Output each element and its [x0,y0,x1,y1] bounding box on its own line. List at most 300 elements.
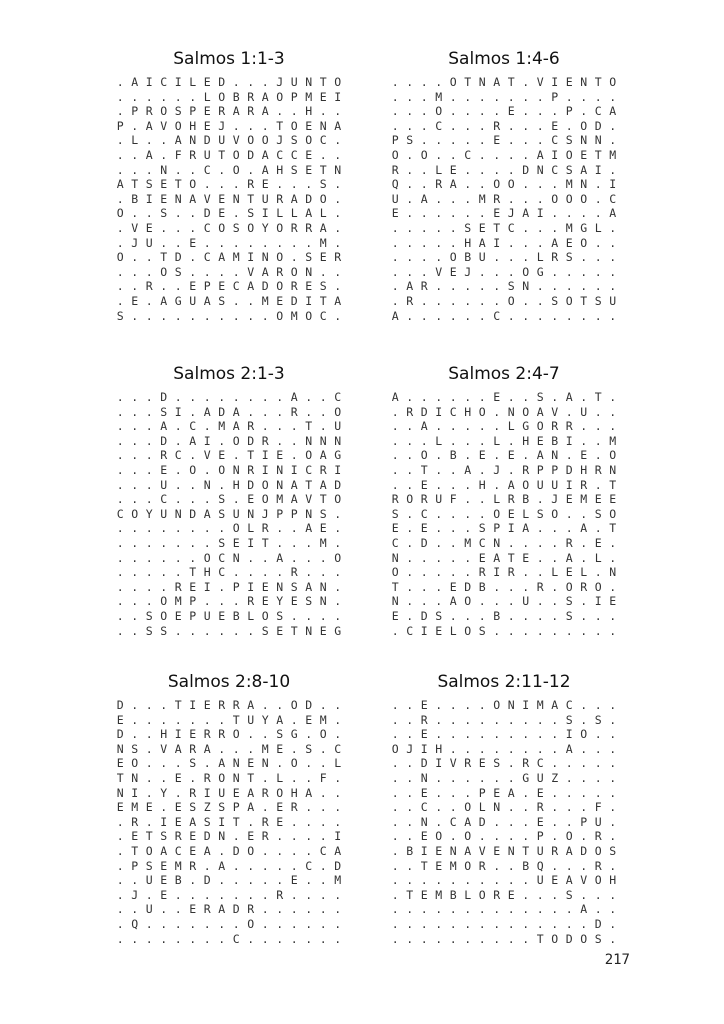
grid-cell: N [319,118,327,133]
grid-cell: V [580,873,588,888]
grid-cell: . [565,448,573,463]
grid-cell: I [493,565,501,580]
grid-cell: U [189,293,197,308]
grid-cell: . [580,741,588,756]
grid-cell: . [478,727,486,742]
grid-cell: S [218,492,226,507]
grid-cell: J [131,887,139,902]
grid-cell: N [305,75,313,89]
grid-cell: . [522,220,530,235]
grid-cell: . [406,177,414,192]
grid-cell: C [203,220,211,235]
grid-cell: F [319,770,327,785]
grid-cell: R [507,492,515,507]
grid-cell: . [449,550,457,565]
grid-cell: . [232,873,240,888]
grid-cell: . [116,89,124,104]
grid-cell: A [203,506,211,521]
grid-cell: . [391,404,399,419]
grid-cell: E [319,250,327,265]
grid-cell: S [145,623,153,638]
grid-cell: . [131,433,139,448]
grid-cell: . [507,390,515,404]
grid-cell: . [145,565,153,580]
grid-cell: . [261,902,269,917]
grid-cell: A [536,147,544,162]
grid-cell: E [160,858,168,873]
grid-cell: . [522,118,530,133]
grid-row [388,713,620,728]
grid-cell: E [174,770,182,785]
grid-cell: A [247,785,255,800]
grid-cell: R [420,712,428,727]
grid-cell: . [305,873,313,888]
grid-row [388,90,620,105]
grid-cell: U [536,873,544,888]
grid-cell: . [507,608,515,623]
grid-cell: . [478,873,486,888]
grid-cell: . [435,550,443,565]
grid-cell: U [334,419,342,434]
grid-cell: L [594,220,602,235]
grid-cell: . [276,235,284,250]
grid-cell: C [435,118,443,133]
grid-cell: S [594,506,602,521]
grid-cell: . [290,858,298,873]
grid-cell: S [536,390,544,404]
grid-cell: O [391,565,399,580]
grid-cell: A [478,235,486,250]
grid-cell: I [565,727,573,742]
grid-row [388,609,620,624]
grid-row [388,829,620,844]
grid-cell: E [189,279,197,294]
grid-cell: V [203,191,211,206]
grid-cell: V [160,118,168,133]
grid-row [113,756,345,771]
grid-cell: . [507,770,515,785]
grid-cell: . [174,162,182,177]
grid-cell: P [189,104,197,119]
grid-cell: . [420,177,428,192]
grid-cell: E [131,293,139,308]
grid-cell: . [116,931,124,946]
grid-cell: M [232,250,240,265]
grid-row [113,521,345,536]
grid-cell: I [609,177,617,192]
grid-cell: . [406,608,414,623]
grid-cell: . [594,521,602,536]
grid-cell: . [449,89,457,104]
grid-cell: H [305,104,313,119]
grid-cell: . [391,843,399,858]
grid-cell: C [232,931,240,946]
grid-cell: L [493,492,501,507]
grid-cell: . [507,873,515,888]
grid-cell: . [391,873,399,888]
grid-cell: Z [551,770,559,785]
grid-cell: U [594,814,602,829]
grid-cell: . [435,565,443,580]
grid-row [388,390,620,405]
grid-cell: . [391,829,399,844]
grid-cell: . [536,902,544,917]
grid-cell: . [594,250,602,265]
grid-cell: R [305,220,313,235]
grid-cell: . [232,565,240,580]
grid-cell: . [174,902,182,917]
grid-cell: . [420,308,428,323]
grid-cell: I [131,785,139,800]
grid-cell: . [449,462,457,477]
grid-cell: . [145,89,153,104]
grid-row [113,104,345,119]
grid-cell: . [261,308,269,323]
grid-cell: . [406,565,414,580]
grid-cell: . [232,75,240,89]
grid-cell: C [232,279,240,294]
grid-cell: E [551,873,559,888]
grid-cell: I [160,814,168,829]
grid-cell: D [247,147,255,162]
grid-cell: I [174,75,182,89]
grid-cell: . [536,191,544,206]
grid-cell: . [261,390,269,404]
grid-cell: . [160,902,168,917]
grid-cell: . [189,162,197,177]
grid-cell: . [334,177,342,192]
grid-cell: C [218,550,226,565]
grid-cell: . [319,550,327,565]
grid-cell: . [276,858,284,873]
grid-cell: D [218,75,226,89]
grid-cell: . [116,264,124,279]
grid-cell: T [116,770,124,785]
grid-cell: . [145,206,153,221]
grid-cell: . [464,727,472,742]
grid-cell: . [565,756,573,771]
grid-cell: B [406,843,414,858]
grid-cell: . [261,873,269,888]
grid-cell: C [478,535,486,550]
grid-cell: . [464,506,472,521]
grid-cell: D [160,433,168,448]
grid-cell: N [580,177,588,192]
grid-cell: L [189,75,197,89]
grid-cell: L [449,623,457,638]
grid-cell: . [565,308,573,323]
grid-cell: . [551,829,559,844]
grid-cell: . [391,800,399,815]
grid-cell: O [290,756,298,771]
grid-cell: T [319,492,327,507]
grid-cell: . [116,220,124,235]
grid-cell: A [464,814,472,829]
grid-cell: U [522,594,530,609]
grid-cell: . [449,902,457,917]
grid-cell: L [276,770,284,785]
grid-cell: . [493,293,501,308]
grid-cell: . [247,931,255,946]
grid-cell: . [160,565,168,580]
grid-cell: . [131,608,139,623]
grid-cell: A [580,902,588,917]
grid-cell: . [536,608,544,623]
grid-cell: . [536,133,544,148]
grid-cell: A [261,264,269,279]
grid-cell: . [551,756,559,771]
grid-cell: . [406,550,414,565]
grid-row [388,265,620,280]
grid-cell: . [464,712,472,727]
grid-cell: S [319,506,327,521]
grid-cell: . [189,623,197,638]
grid-cell: A [261,147,269,162]
grid-cell: . [131,147,139,162]
grid-cell: . [420,931,428,946]
grid-cell: . [218,712,226,727]
grid-cell: R [391,492,399,507]
grid-cell: A [420,191,428,206]
grid-cell: . [391,448,399,463]
grid-cell: P [493,521,501,536]
grid-cell: . [116,147,124,162]
grid-cell: . [116,448,124,463]
grid-cell: O [290,264,298,279]
grid-cell: . [189,550,197,565]
grid-cell: . [609,902,617,917]
grid-row [388,192,620,207]
grid-cell: O [580,727,588,742]
grid-cell: . [290,902,298,917]
grid-cell: P [565,104,573,119]
grid-cell: . [290,419,298,434]
grid-cell: . [305,390,313,404]
grid-cell: . [391,433,399,448]
grid-cell: . [406,147,414,162]
grid-cell: . [406,800,414,815]
grid-cell: . [435,147,443,162]
grid-cell: L [580,565,588,580]
grid-cell: R [218,698,226,712]
grid-row [388,727,620,742]
grid-row [388,448,620,463]
grid-cell: . [232,887,240,902]
grid-cell: R [536,800,544,815]
grid-cell: . [334,191,342,206]
grid-cell: E [478,448,486,463]
grid-cell: . [594,433,602,448]
grid-cell: . [160,279,168,294]
grid-cell: O [507,293,515,308]
grid-cell: O [464,623,472,638]
grid-cell: . [449,133,457,148]
grid-cell: . [478,698,486,712]
grid-cell: . [551,390,559,404]
grid-cell: . [406,162,414,177]
grid-cell: . [116,814,124,829]
grid-cell: . [507,800,515,815]
grid-cell: . [464,390,472,404]
grid-cell: L [131,133,139,148]
grid-cell: O [420,147,428,162]
grid-cell: . [391,858,399,873]
grid-cell: . [174,390,182,404]
grid-cell: . [609,279,617,294]
grid-cell: . [218,390,226,404]
grid-row [113,119,345,134]
grid-cell: R [551,419,559,434]
grid-cell: . [276,931,284,946]
grid-cell: T [174,698,182,712]
grid-cell: . [522,712,530,727]
grid-cell: R [247,462,255,477]
grid-cell: . [174,887,182,902]
grid-cell: . [145,308,153,323]
grid-cell: . [565,858,573,873]
grid-cell: M [305,89,313,104]
grid-cell: . [551,623,559,638]
grid-cell: . [493,404,501,419]
grid-cell: U [478,250,486,265]
grid-cell: . [247,404,255,419]
grid-cell: J [276,133,284,148]
grid-cell: . [493,931,501,946]
grid-cell: . [131,727,139,742]
grid-cell: . [247,873,255,888]
grid-row [113,448,345,463]
grid-cell: . [174,623,182,638]
grid-cell: . [565,506,573,521]
grid-cell: . [218,916,226,931]
grid-cell: . [116,404,124,419]
grid-cell: . [334,104,342,119]
grid-cell: . [218,308,226,323]
grid-cell: . [261,887,269,902]
grid-cell: P [551,89,559,104]
grid-cell: U [247,712,255,727]
grid-cell: . [551,177,559,192]
grid-cell: O [218,462,226,477]
grid-cell: M [174,858,182,873]
grid-cell: . [145,404,153,419]
grid-cell: . [609,550,617,565]
grid-cell: A [232,419,240,434]
grid-cell: A [551,698,559,712]
grid-cell: . [319,147,327,162]
grid-cell: A [449,594,457,609]
grid-cell: R [247,902,255,917]
grid-cell: . [290,931,298,946]
grid-cell: E [116,712,124,727]
grid-cell: M [319,712,327,727]
grid-cell: . [522,177,530,192]
grid-cell: . [131,250,139,265]
grid-cell: O [551,931,559,946]
grid-cell: . [580,785,588,800]
grid-cell: . [305,535,313,550]
grid-cell: . [522,931,530,946]
grid-cell: L [493,433,501,448]
grid-cell: O [565,293,573,308]
grid-cell: . [507,579,515,594]
grid-cell: S [594,931,602,946]
grid-row [388,294,620,309]
grid-cell: S [565,250,573,265]
grid-cell: I [522,698,530,712]
grid-row [113,405,345,420]
grid-cell: . [551,579,559,594]
grid-cell: . [305,756,313,771]
grid-cell: V [536,75,544,89]
grid-cell: . [319,608,327,623]
grid-cell: . [551,800,559,815]
grid-cell: . [131,565,139,580]
grid-cell: . [276,843,284,858]
grid-cell: T [609,521,617,536]
grid-cell: R [334,250,342,265]
grid-cell: . [580,770,588,785]
grid-cell: S [218,535,226,550]
grid-cell: E [261,579,269,594]
grid-cell: . [174,477,182,492]
grid-cell: . [189,521,197,536]
grid-cell: . [145,419,153,434]
grid-cell: U [536,477,544,492]
grid-cell: . [493,89,501,104]
grid-cell: C [507,220,515,235]
grid-cell: O [507,177,515,192]
grid-cell: S [290,579,298,594]
grid-cell: . [334,535,342,550]
grid-cell: R [160,448,168,463]
grid-cell: I [247,535,255,550]
grid-cell: . [594,623,602,638]
grid-cell: . [145,814,153,829]
grid-cell: . [449,206,457,221]
grid-cell: . [609,698,617,712]
grid-cell: D [420,608,428,623]
grid-cell: . [551,858,559,873]
grid-cell: O [464,800,472,815]
grid-cell: . [160,579,168,594]
grid-cell: . [435,727,443,742]
grid-cell: . [609,916,617,931]
grid-cell: N [522,279,530,294]
grid-cell: L [319,206,327,221]
grid-cell: E [189,902,197,917]
grid-cell: . [406,535,414,550]
grid-cell: . [203,916,211,931]
grid-cell: . [145,579,153,594]
grid-cell: . [609,308,617,323]
grid-cell: . [464,448,472,463]
grid-cell: M [261,293,269,308]
grid-cell: . [493,448,501,463]
grid-cell: E [319,89,327,104]
grid-row [113,698,345,713]
grid-row [113,786,345,801]
grid-cell: . [145,594,153,609]
grid-cell: I [305,293,313,308]
grid-cell: . [464,206,472,221]
grid-cell: . [276,521,284,536]
grid-cell: L [464,887,472,902]
grid-cell: G [334,623,342,638]
grid-cell: S [174,264,182,279]
grid-cell: . [522,873,530,888]
grid-cell: T [507,550,515,565]
